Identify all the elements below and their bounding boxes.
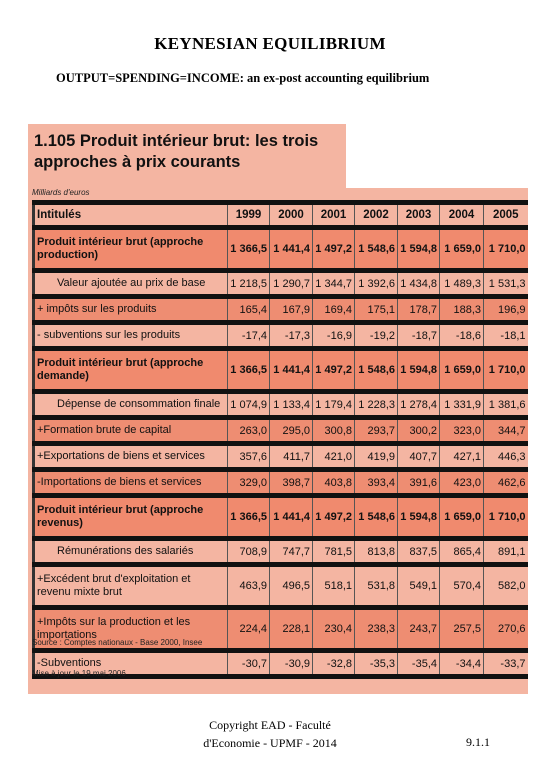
row-label: + impôts sur les produits [34, 297, 228, 323]
table-cell: 891,1 [484, 539, 528, 565]
table-cell: 344,7 [484, 418, 528, 444]
table-cell: 403,8 [313, 470, 355, 496]
table-cell: 1 659,0 [440, 496, 484, 539]
row-label: Produit intérieur brut (approche revenus) [34, 496, 228, 539]
table-cell: 1 441,4 [270, 349, 313, 392]
table-header-row [34, 203, 528, 228]
table-update-date: Mise à jour le 19 mai 2006 [32, 669, 126, 678]
table-cell: 224,4 [228, 608, 270, 651]
column-header: 2002 [355, 203, 398, 228]
table-cell: 169,4 [313, 297, 355, 323]
table-cell: 357,6 [228, 444, 270, 470]
column-header: 2004 [440, 203, 484, 228]
table-cell: 781,5 [313, 539, 355, 565]
table-cell: 1 441,4 [270, 496, 313, 539]
table-cell: 1 366,5 [228, 349, 270, 392]
table-cell: 1 710,0 [484, 349, 528, 392]
table-cell: 398,7 [270, 470, 313, 496]
table-cell: 165,4 [228, 297, 270, 323]
table-row [34, 392, 528, 418]
table-cell: 167,9 [270, 297, 313, 323]
copyright-footer [150, 716, 390, 752]
table-cell: -30,7 [228, 651, 270, 677]
row-label: - subventions sur les produits [34, 323, 228, 349]
table-cell: 419,9 [355, 444, 398, 470]
table-cell: 293,7 [355, 418, 398, 444]
table-cell: 462,6 [484, 470, 528, 496]
table-cell: 1 434,8 [398, 271, 440, 297]
table-cell: 427,1 [440, 444, 484, 470]
table-cell: 1 497,2 [313, 496, 355, 539]
table-cell: 1 074,9 [228, 392, 270, 418]
table-row [34, 349, 528, 392]
row-label: -Subventions [34, 651, 228, 677]
table-cell: 1 497,2 [313, 228, 355, 271]
table-source: Source : Comptes nationaux - Base 2000, Insee [32, 638, 203, 647]
table-cell: 421,0 [313, 444, 355, 470]
page-number: 9.1.1 [466, 735, 490, 749]
table-cell: 813,8 [355, 539, 398, 565]
table-row [34, 565, 528, 608]
row-label: Valeur ajoutée au prix de base [34, 271, 228, 297]
page-subtitle: OUTPUT=SPENDING=INCOME: an ex-post accounting equilibrium [56, 71, 430, 85]
table-cell: 238,3 [355, 608, 398, 651]
row-label: +Exportations de biens et services [34, 444, 228, 470]
table-cell: 549,1 [398, 565, 440, 608]
table-cell: 1 548,6 [355, 496, 398, 539]
table-cell: 1 133,4 [270, 392, 313, 418]
table-cell: 1 594,8 [398, 496, 440, 539]
table-cell: -19,2 [355, 323, 398, 349]
column-header: Intitulés [34, 203, 228, 228]
table-row [34, 418, 528, 444]
table-row [34, 444, 528, 470]
table-cell: 1 710,0 [484, 228, 528, 271]
column-header: 2001 [313, 203, 355, 228]
table-cell: 1 344,7 [313, 271, 355, 297]
table-cell: 1 366,5 [228, 496, 270, 539]
table-cell: -17,4 [228, 323, 270, 349]
table-cell: 1 218,5 [228, 271, 270, 297]
table-cell: -18,7 [398, 323, 440, 349]
table-cell: 1 531,3 [484, 271, 528, 297]
table-cell: 1 278,4 [398, 392, 440, 418]
table-cell: 1 489,3 [440, 271, 484, 297]
table-row [34, 271, 528, 297]
table-cell: 243,7 [398, 608, 440, 651]
table-cell: 393,4 [355, 470, 398, 496]
table-cell: 1 366,5 [228, 228, 270, 271]
table-row [34, 496, 528, 539]
row-label: Dépense de consommation finale [34, 392, 228, 418]
column-header: 2000 [270, 203, 313, 228]
table-cell: -33,7 [484, 651, 528, 677]
row-label: +Excédent brut d'exploitation et revenu mixte brut [34, 565, 228, 608]
table-cell: 1 441,4 [270, 228, 313, 271]
table-units: Milliards d'euros [32, 188, 90, 197]
row-label: Rémunérations des salariés [34, 539, 228, 565]
table-cell: 295,0 [270, 418, 313, 444]
table-cell: 391,6 [398, 470, 440, 496]
table-cell: 423,0 [440, 470, 484, 496]
panel-header-gap [346, 124, 528, 188]
gdp-table [32, 200, 528, 679]
table-cell: 837,5 [398, 539, 440, 565]
table-cell: 1 392,6 [355, 271, 398, 297]
table-cell: 178,7 [398, 297, 440, 323]
table-cell: 1 179,4 [313, 392, 355, 418]
column-header: 2005 [484, 203, 528, 228]
gdp-table-panel [28, 124, 528, 694]
table-cell: -32,8 [313, 651, 355, 677]
table-cell: 323,0 [440, 418, 484, 444]
table-cell: 1 548,6 [355, 349, 398, 392]
table-cell: -18,1 [484, 323, 528, 349]
table-row [34, 470, 528, 496]
column-header: 2003 [398, 203, 440, 228]
table-cell: 1 381,6 [484, 392, 528, 418]
table-cell: 518,1 [313, 565, 355, 608]
table-cell: 196,9 [484, 297, 528, 323]
table-row [34, 539, 528, 565]
table-cell: 1 497,2 [313, 349, 355, 392]
table-cell: 1 228,3 [355, 392, 398, 418]
table-cell: 270,6 [484, 608, 528, 651]
table-cell: 407,7 [398, 444, 440, 470]
table-cell: 1 710,0 [484, 496, 528, 539]
table-cell: -35,3 [355, 651, 398, 677]
table-cell: 175,1 [355, 297, 398, 323]
table-cell: 1 594,8 [398, 349, 440, 392]
table-cell: 582,0 [484, 565, 528, 608]
table-cell: 263,0 [228, 418, 270, 444]
table-cell: 1 331,9 [440, 392, 484, 418]
table-cell: 708,9 [228, 539, 270, 565]
table-cell: 446,3 [484, 444, 528, 470]
table-cell: 1 594,8 [398, 228, 440, 271]
table-cell: 1 548,6 [355, 228, 398, 271]
table-cell: -34,4 [440, 651, 484, 677]
row-label: -Importations de biens et services [34, 470, 228, 496]
table-row [34, 297, 528, 323]
table-cell: 329,0 [228, 470, 270, 496]
table-cell: 1 290,7 [270, 271, 313, 297]
table-cell: 570,4 [440, 565, 484, 608]
copyright-line: Copyright EAD - Faculté [209, 718, 331, 732]
table-cell: -30,9 [270, 651, 313, 677]
row-label: +Formation brute de capital [34, 418, 228, 444]
row-label: +Impôts sur la production et les importations [34, 608, 228, 651]
table-cell: 300,8 [313, 418, 355, 444]
table-cell: -35,4 [398, 651, 440, 677]
table-cell: 228,1 [270, 608, 313, 651]
table-title: 1.105 Produit intérieur brut: les trois approches à prix courants [34, 132, 319, 171]
table-cell: 496,5 [270, 565, 313, 608]
table-cell: 1 659,0 [440, 349, 484, 392]
row-label: Produit intérieur brut (approche production) [34, 228, 228, 271]
table-cell: 865,4 [440, 539, 484, 565]
table-cell: 188,3 [440, 297, 484, 323]
table-cell: 463,9 [228, 565, 270, 608]
row-label: Produit intérieur brut (approche demande) [34, 349, 228, 392]
table-cell: -17,3 [270, 323, 313, 349]
table-row [34, 323, 528, 349]
table-cell: -18,6 [440, 323, 484, 349]
copyright-line: d'Economie - UPMF - 2014 [203, 736, 337, 750]
table-cell: -16,9 [313, 323, 355, 349]
table-cell: 531,8 [355, 565, 398, 608]
table-row [34, 228, 528, 271]
table-cell: 411,7 [270, 444, 313, 470]
table-cell: 230,4 [313, 608, 355, 651]
column-header: 1999 [228, 203, 270, 228]
page-title: KEYNESIAN EQUILIBRIUM [154, 34, 386, 53]
table-cell: 300,2 [398, 418, 440, 444]
table-cell: 257,5 [440, 608, 484, 651]
table-cell: 1 659,0 [440, 228, 484, 271]
table-cell: 747,7 [270, 539, 313, 565]
